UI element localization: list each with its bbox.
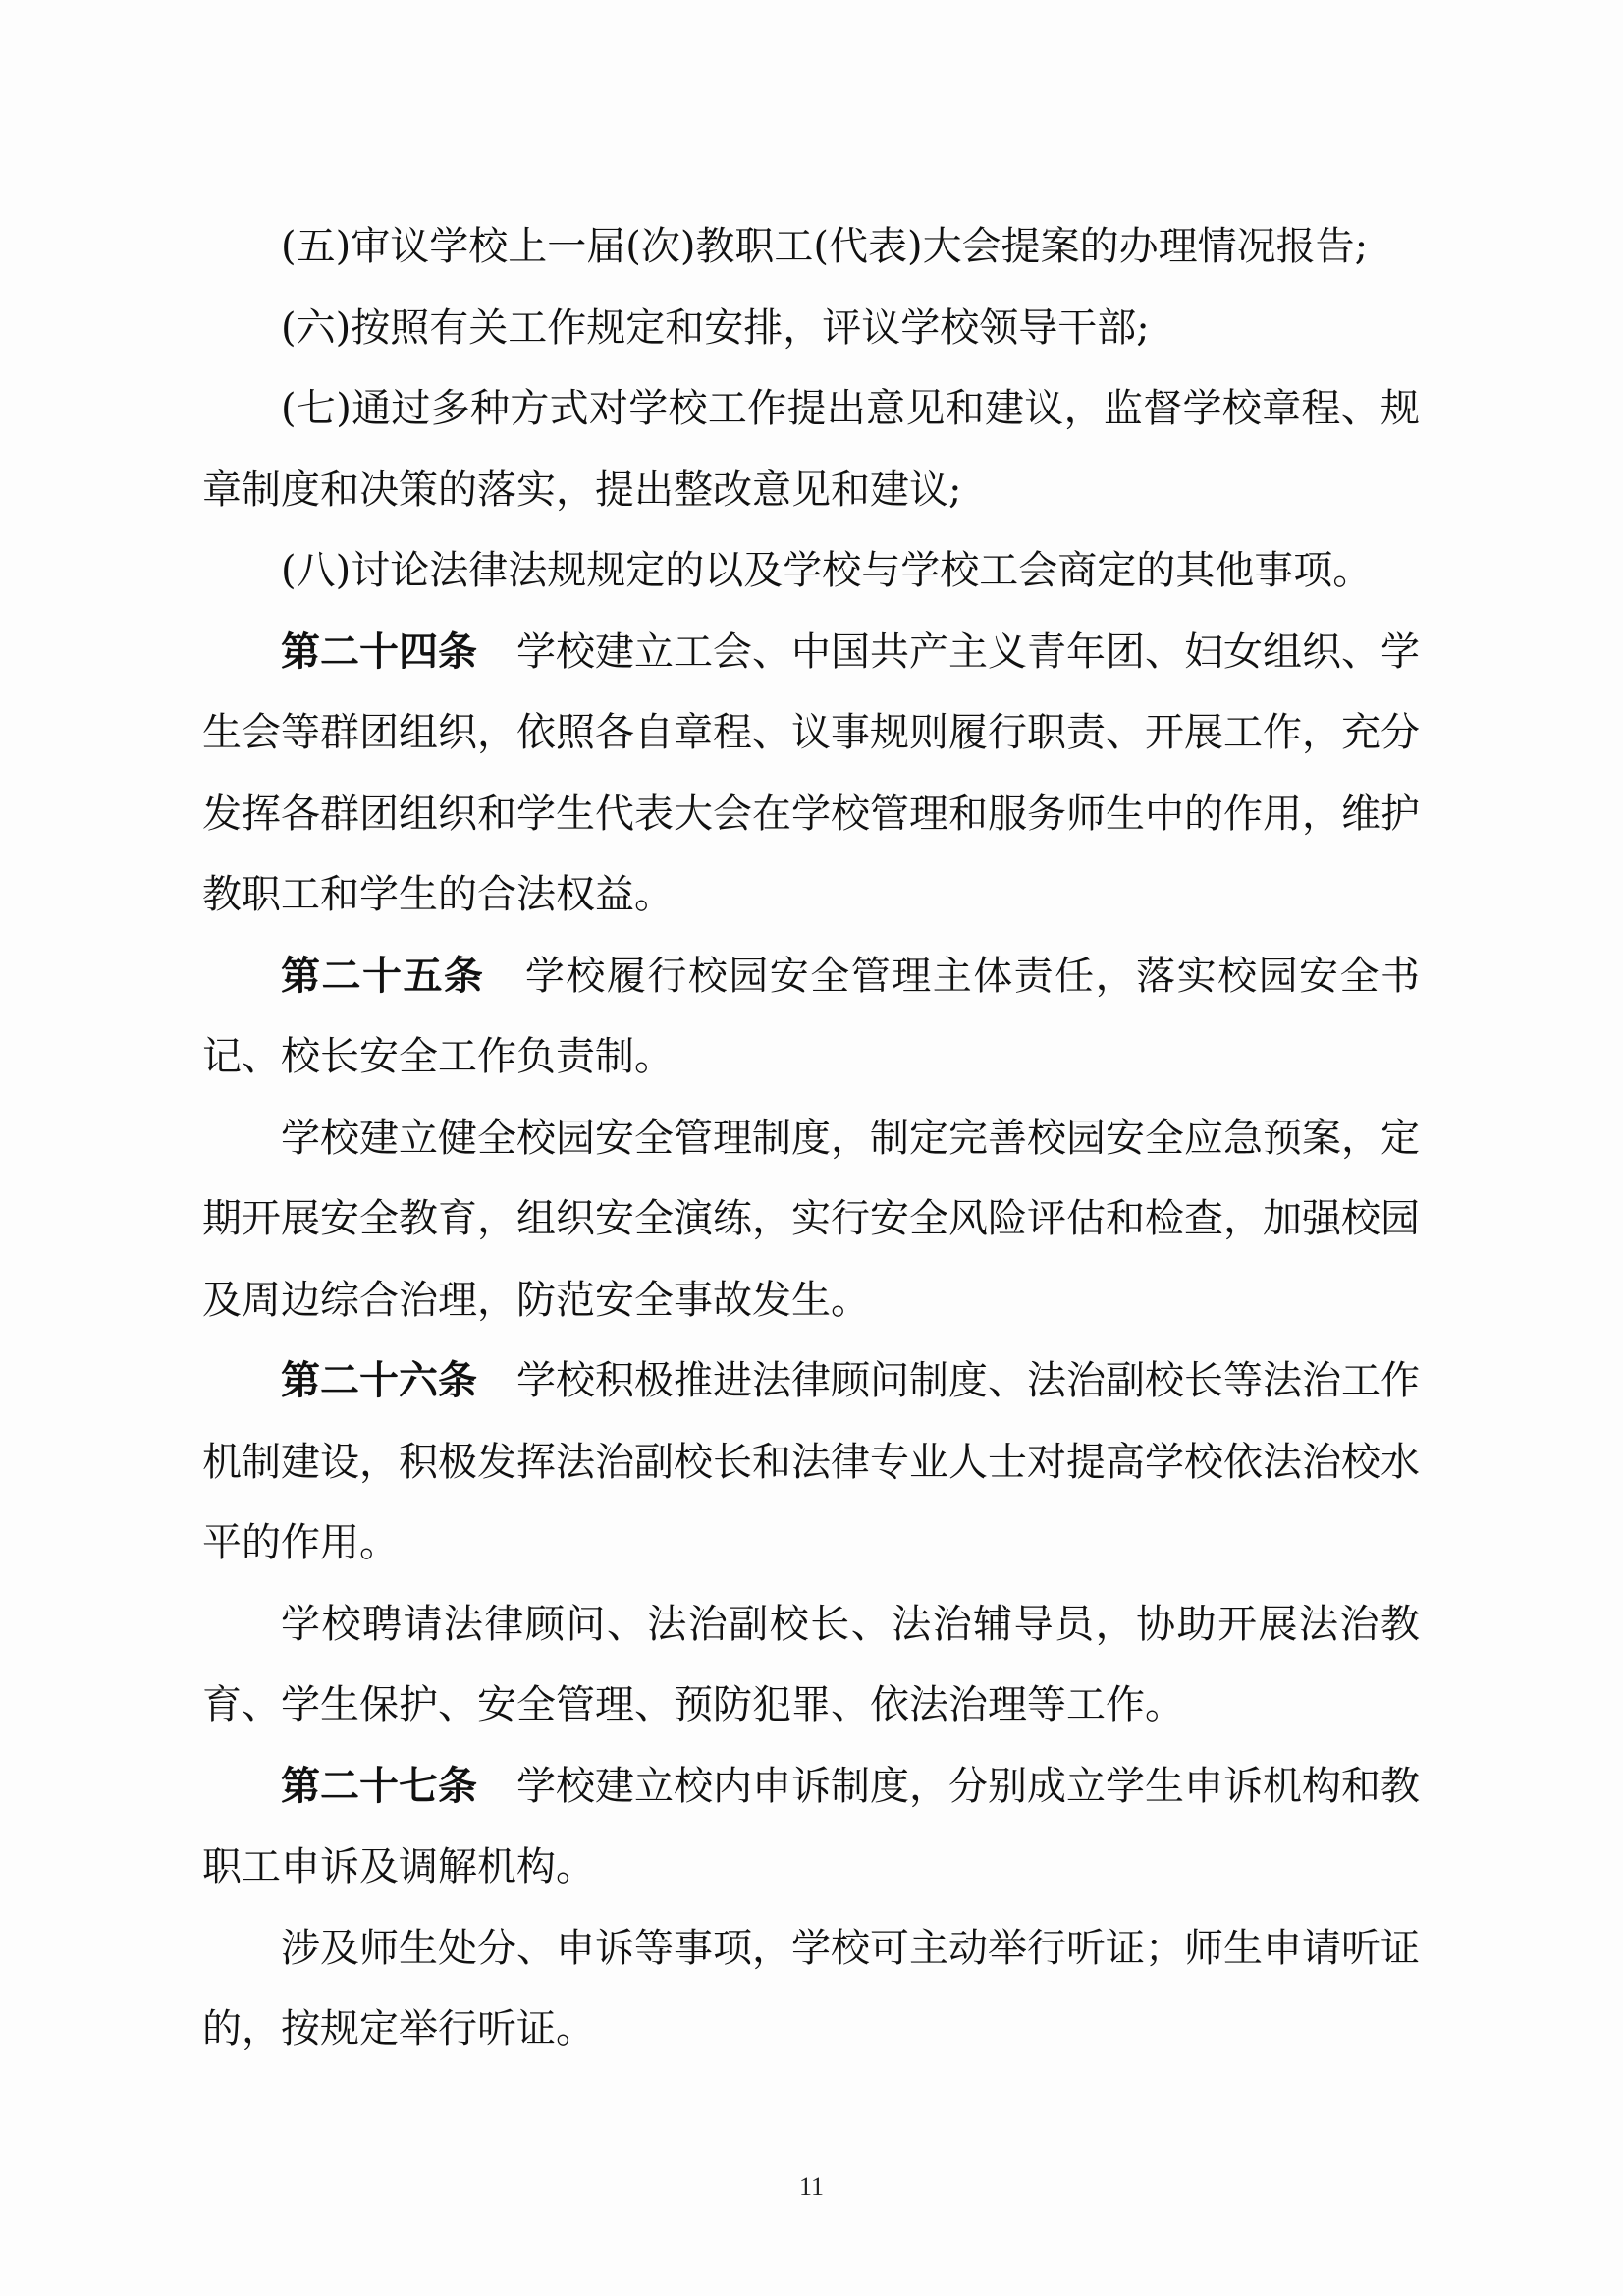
article-heading: 第二十七条 xyxy=(281,1763,477,1809)
paragraph-text: (六)按照有关工作规定和安排，评议学校领导干部; xyxy=(281,304,1150,351)
article-25 xyxy=(202,936,1420,1098)
article-27-paragraph-2 xyxy=(202,1908,1420,2070)
paragraph-item-8 xyxy=(202,530,1420,612)
paragraph-item-7 xyxy=(202,368,1420,530)
article-heading: 第二十六条 xyxy=(281,1358,477,1403)
paragraph-text: (七)通过多种方式对学校工作提出意见和建议，监督学校章程、规章制度和决策的落实，提出整改意见和建议; xyxy=(202,386,1420,513)
paragraph-text: (五)审议学校上一届(次)教职工(代表)大会提案的办理情况报告; xyxy=(281,224,1369,269)
paragraph-item-5 xyxy=(202,206,1420,288)
paragraph-text: 涉及师生处分、申诉等事项，学校可主动举行听证；师生申请听证的，按规定举行听证。 xyxy=(202,1925,1420,2051)
paragraph-text: 学校建立工会、中国共产主义青年团、妇女组织、学生会等群团组织，依照各自章程、议事规则履行职责、开展工作，充分发挥各群团组织和学生代表大会在学校管理和服务师生中的作用，维护教职工和学生的合法权益。 xyxy=(202,629,1420,917)
article-26 xyxy=(202,1340,1420,1584)
article-27 xyxy=(202,1746,1420,1908)
page-number: 11 xyxy=(798,2172,825,2201)
paragraph-item-6 xyxy=(202,288,1420,369)
paragraph-text: (八)讨论法律法规规定的以及学校与学校工会商定的其他事项。 xyxy=(281,548,1373,593)
article-24 xyxy=(202,612,1420,936)
article-26-paragraph-2 xyxy=(202,1584,1420,1746)
paragraph-text: 学校建立健全校园安全管理制度，制定完善校园安全应急预案，定期开展安全教育，组织安全演练，实行安全风险评估和检查，加强校园及周边综合治理，防范安全事故发生。 xyxy=(202,1115,1420,1323)
article-heading: 第二十五条 xyxy=(281,953,485,999)
article-25-paragraph-2 xyxy=(202,1098,1420,1341)
article-heading: 第二十四条 xyxy=(281,629,477,675)
paragraph-text: 学校履行校园安全管理主体责任，落实校园安全书记、校长安全工作负责制。 xyxy=(202,953,1421,1079)
paragraph-text: 学校建立校内申诉制度，分别成立学生申诉机构和教职工申诉及调解机构。 xyxy=(202,1763,1420,1889)
paragraph-text: 学校积极推进法律顾问制度、法治副校长等法治工作机制建设，积极发挥法治副校长和法律专业人士对提高学校依法治校水平的作用。 xyxy=(202,1358,1420,1565)
document-body xyxy=(202,206,1420,2070)
paragraph-text: 学校聘请法律顾问、法治副校长、法治辅导员，协助开展法治教育、学生保护、安全管理、预防犯罪、依法治理等工作。 xyxy=(202,1601,1420,1727)
